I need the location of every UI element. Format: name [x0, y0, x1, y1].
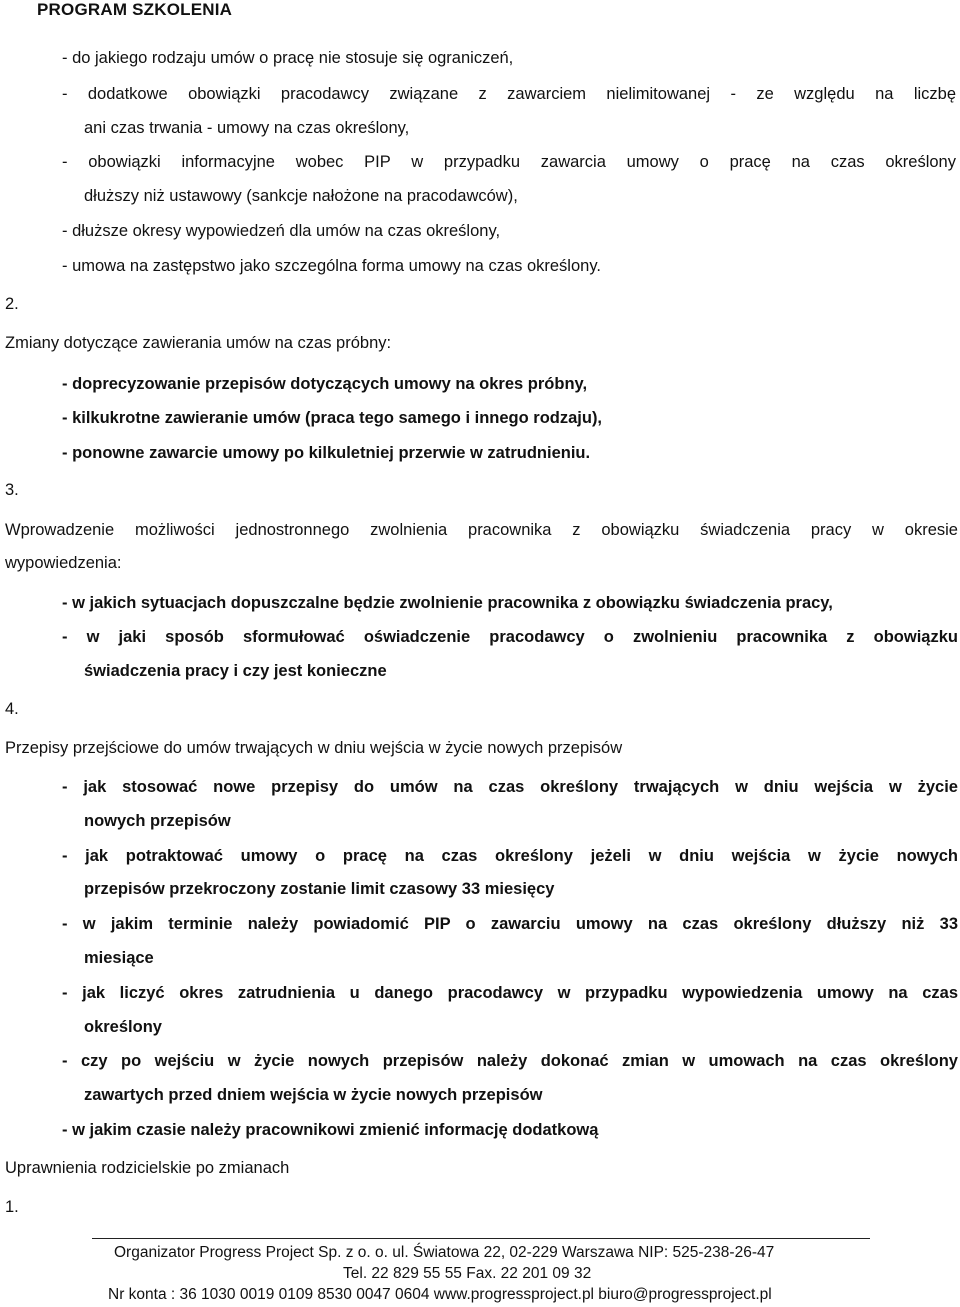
section-number: 2. [5, 295, 19, 313]
list-item: - dodatkowe obowiązki pracodawcy związane z zawarciem nielimitowanej - ze względu na liczbę [62, 85, 956, 103]
list-item: - umowa na zastępstwo jako szczególna forma umowy na czas określony. [62, 257, 601, 275]
list-item: - w jakim czasie należy pracownikowi zmienić informację dodatkową [62, 1121, 599, 1139]
list-item: - doprecyzowanie przepisów dotyczących umowy na okres próbny, [62, 375, 588, 393]
section-number: 4. [5, 700, 19, 718]
list-item-continuation: miesiące [84, 949, 154, 967]
section-number: 1. [5, 1198, 19, 1216]
document-title: PROGRAM SZKOLENIA [37, 0, 233, 19]
list-item: - dłuższe okresy wypowiedzeń dla umów na czas określony, [62, 222, 501, 240]
list-item: - obowiązki informacyjne wobec PIP w przypadku zawarcia umowy o pracę na czas określony [62, 153, 956, 171]
section-number: 3. [5, 481, 19, 499]
list-item: - jak potraktować umowy o pracę na czas określony jeżeli w dniu wejścia w życie nowych [62, 847, 958, 865]
list-item: - kilkukrotne zawieranie umów (praca tego samego i innego rodzaju), [62, 409, 603, 427]
list-item-continuation: świadczenia pracy i czy jest konieczne [84, 662, 387, 680]
list-item: - jak stosować nowe przepisy do umów na czas określony trwających w dniu wejścia w życie [62, 778, 958, 796]
list-item-continuation: zawartych przed dniem wejścia w życie nowych przepisów [84, 1086, 543, 1104]
footer-line: Tel. 22 829 55 55 Fax. 22 201 09 32 [343, 1265, 592, 1282]
list-item-continuation: przepisów przekroczony zostanie limit czasowy 33 miesięcy [84, 880, 555, 898]
list-item-continuation: określony [84, 1018, 162, 1036]
section-heading: Przepisy przejściowe do umów trwających w dniu wejścia w życie nowych przepisów [5, 739, 623, 757]
section-heading: Wprowadzenie możliwości jednostronnego zwolnienia pracownika z obowiązku świadczenia pracy w okresie [5, 521, 958, 539]
list-item-continuation: dłuższy niż ustawowy (sankcje nałożone na pracodawców), [84, 187, 518, 205]
list-item: - czy po wejściu w życie nowych przepisów należy dokonać zmian w umowach na czas określony [62, 1052, 958, 1070]
list-item: - jak liczyć okres zatrudnienia u danego pracodawcy w przypadku wypowiedzenia umowy na czas [62, 984, 958, 1002]
list-item: - w jakich sytuacjach dopuszczalne będzie zwolnienie pracownika z obowiązku świadczenia pracy, [62, 594, 833, 612]
list-item-continuation: nowych przepisów [84, 812, 231, 830]
footer-line: Nr konta : 36 1030 0019 0109 8530 0047 0604 www.progressproject.pl biuro@progressproject.pl [108, 1286, 772, 1303]
section-heading: Zmiany dotyczące zawierania umów na czas próbny: [5, 334, 392, 352]
footer-line: Organizator Progress Project Sp. z o. o. ul. Światowa 22, 02-229 Warszawa NIP: 525-238-26-47 [114, 1244, 775, 1261]
footer-divider [92, 1238, 870, 1239]
list-item-continuation: ani czas trwania - umowy na czas określony, [84, 119, 410, 137]
section-heading-continuation: wypowiedzenia: [5, 554, 122, 572]
section-heading: Uprawnienia rodzicielskie po zmianach [5, 1159, 290, 1177]
list-item: - ponowne zawarcie umowy po kilkuletniej przerwie w zatrudnieniu. [62, 444, 591, 462]
list-item: - do jakiego rodzaju umów o pracę nie stosuje się ograniczeń, [62, 49, 514, 67]
list-item: - w jakim terminie należy powiadomić PIP o zawarciu umowy na czas określony dłuższy niż 33 [62, 915, 958, 933]
list-item: - w jaki sposób sformułować oświadczenie pracodawcy o zwolnieniu pracownika z obowiązku [62, 628, 958, 646]
